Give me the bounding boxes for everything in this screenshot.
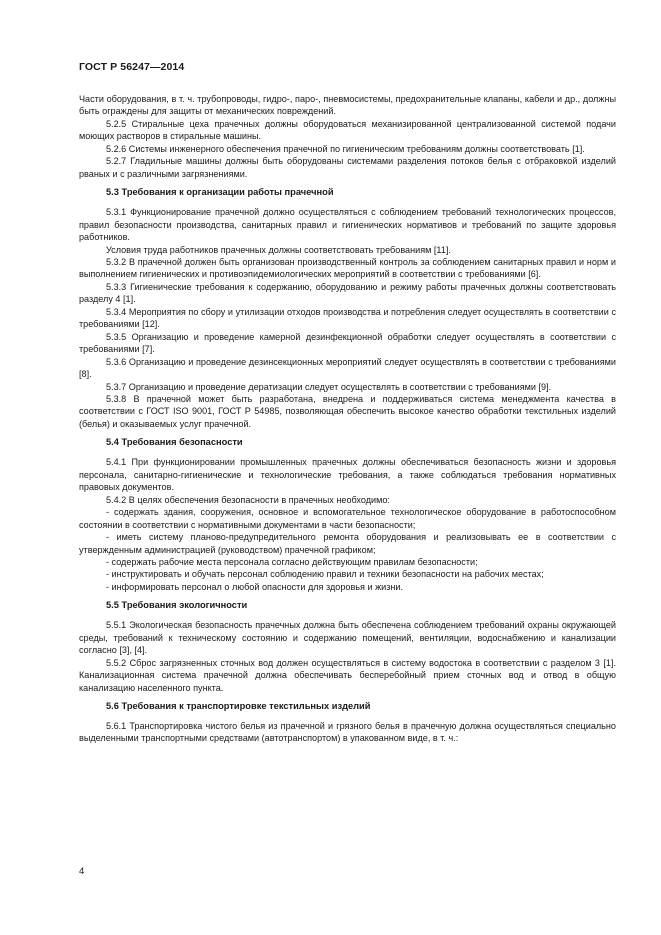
- list-item: - иметь систему планово-предупредительного ремонта оборудования и реализовывать ее в соответствии с утвержденным администрацией (руководством) прачечной графиком;: [79, 532, 616, 555]
- paragraph: 5.5.1 Экологическая безопасность прачечных должна быть обеспечена соблюдением требований охраны окружающей среды, требований к техническому состоянию и содержанию помещений, вентиляции, водоснабжению и канализации согласно [3], [4].: [79, 620, 616, 656]
- paragraph: Условия труда работников прачечных должны соответствовать требованиям [11].: [106, 244, 451, 255]
- paragraph: 5.3.2 В прачечной должен быть организован производственный контроль за соблюдением санитарных правил и норм и выполнением гигиенических и противоэпидемиологических мероприятий в соответствии с требованиями [6].: [79, 256, 616, 280]
- list-item: - содержать рабочие места персонала согласно действующим правилам безопасности;: [106, 556, 478, 567]
- list-item: - инструктировать и обучать персонал соблюдению правил и техники безопасности на рабочих местах;: [106, 569, 544, 580]
- paragraph: 5.3.7 Организацию и проведение дератизации следует осуществлять в соответствии с требованиями [9].: [106, 381, 552, 392]
- paragraph: 5.3.5 Организацию и проведение камерной дезинфекционной обработки следует осуществлять в соответствии с требованиями [7].: [79, 331, 616, 355]
- section-heading-5-6: 5.6 Требования к транспортировке текстильных изделий: [106, 701, 371, 712]
- paragraph: 5.4.2 В целях обеспечения безопасности в прачечных необходимо:: [106, 494, 390, 505]
- paragraph: 5.2.7 Гладильные машины должны быть оборудованы системами разделения потоков белья с отбраковкой изделий рваных и с различными загрязнениями.: [79, 156, 616, 179]
- list-item: - информировать персонал о любой опасности для здоровья и жизни.: [106, 581, 404, 592]
- paragraph: 5.3.3 Гигиенические требования к содержанию, оборудованию и режиму работы прачечных должны соответствовать разделу 4 [1].: [79, 281, 616, 305]
- list-item: - содержать здания, сооружения, основное и вспомогательное технологическое оборудование в работоспособном состоянии в соответствии с нормативными документами в части безопасности;: [79, 507, 616, 530]
- paragraph: Части оборудования, в т. ч. трубопроводы, гидро-, паро-, пневмосистемы, предохранительные клапаны, кабели и др., должны быть ограждены для защиты от механических повреждений.: [79, 94, 616, 117]
- section-heading-5-5: 5.5 Требования экологичности: [106, 600, 248, 611]
- paragraph: 5.3.8 В прачечной может быть разработана, внедрена и поддерживаться система менеджмента качества в соответствии с ГОСТ ISO 9001, ГОСТ Р 54985, позволяющая обеспечить высокое качество обработки текстильных изделий (белья) и оказываемых услуг прачечной.: [79, 393, 616, 429]
- document-code: ГОСТ Р 56247—2014: [79, 61, 185, 73]
- paragraph: 5.3.1 Функционирование прачечной должно осуществляться с соблюдением требований технологических процессов, правил безопасности производства, санитарных правил и гигиенических нормативов и требований по защите здоровья работников.: [79, 207, 616, 243]
- page-number: 4: [79, 866, 85, 877]
- section-heading-5-4: 5.4 Требования безопасности: [106, 437, 243, 448]
- paragraph: 5.2.5 Стиральные цеха прачечных должны оборудоваться механизированной централизованной системой подачи моющих растворов в стиральные машины.: [79, 118, 616, 142]
- paragraph: 5.5.2 Сброс загрязненных сточных вод должен осуществляться в систему водостока в соответствии с разделом 3 [1]. Канализационная система прачечной должна обеспечивать бесперебойный прием сточных вод и отвод в общую канализацию населенного пункта.: [79, 657, 616, 693]
- paragraph: 5.3.4 Мероприятия по сбору и утилизации отходов производства и потребления следует осуществлять в соответствии с требованиями [12].: [79, 306, 616, 330]
- paragraph: 5.3.6 Организацию и проведение дезинсекционных мероприятий следует осуществлять в соответствии с требованиями [8].: [79, 356, 616, 380]
- page-content: [79, 93, 616, 745]
- paragraph: 5.2.6 Системы инженерного обеспечения прачечной по гигиеническим требованиям должны соответствовать [1].: [106, 143, 585, 154]
- section-heading-5-3: 5.3 Требования к организации работы прачечной: [106, 187, 334, 198]
- paragraph: 5.6.1 Транспортировка чистого белья из прачечной и грязного белья в прачечную должна осуществляться специально выделенными транспортными средствами (автотранспортом) в упакованном виде, в т. ч.:: [79, 721, 616, 744]
- paragraph: 5.4.1 При функционировании промышленных прачечных должны обеспечиваться безопасность жизни и здоровья персонала, санитарно-гигиенические и технологические требования, а также соблюдаться требования нормативных правовых документов.: [79, 457, 616, 493]
